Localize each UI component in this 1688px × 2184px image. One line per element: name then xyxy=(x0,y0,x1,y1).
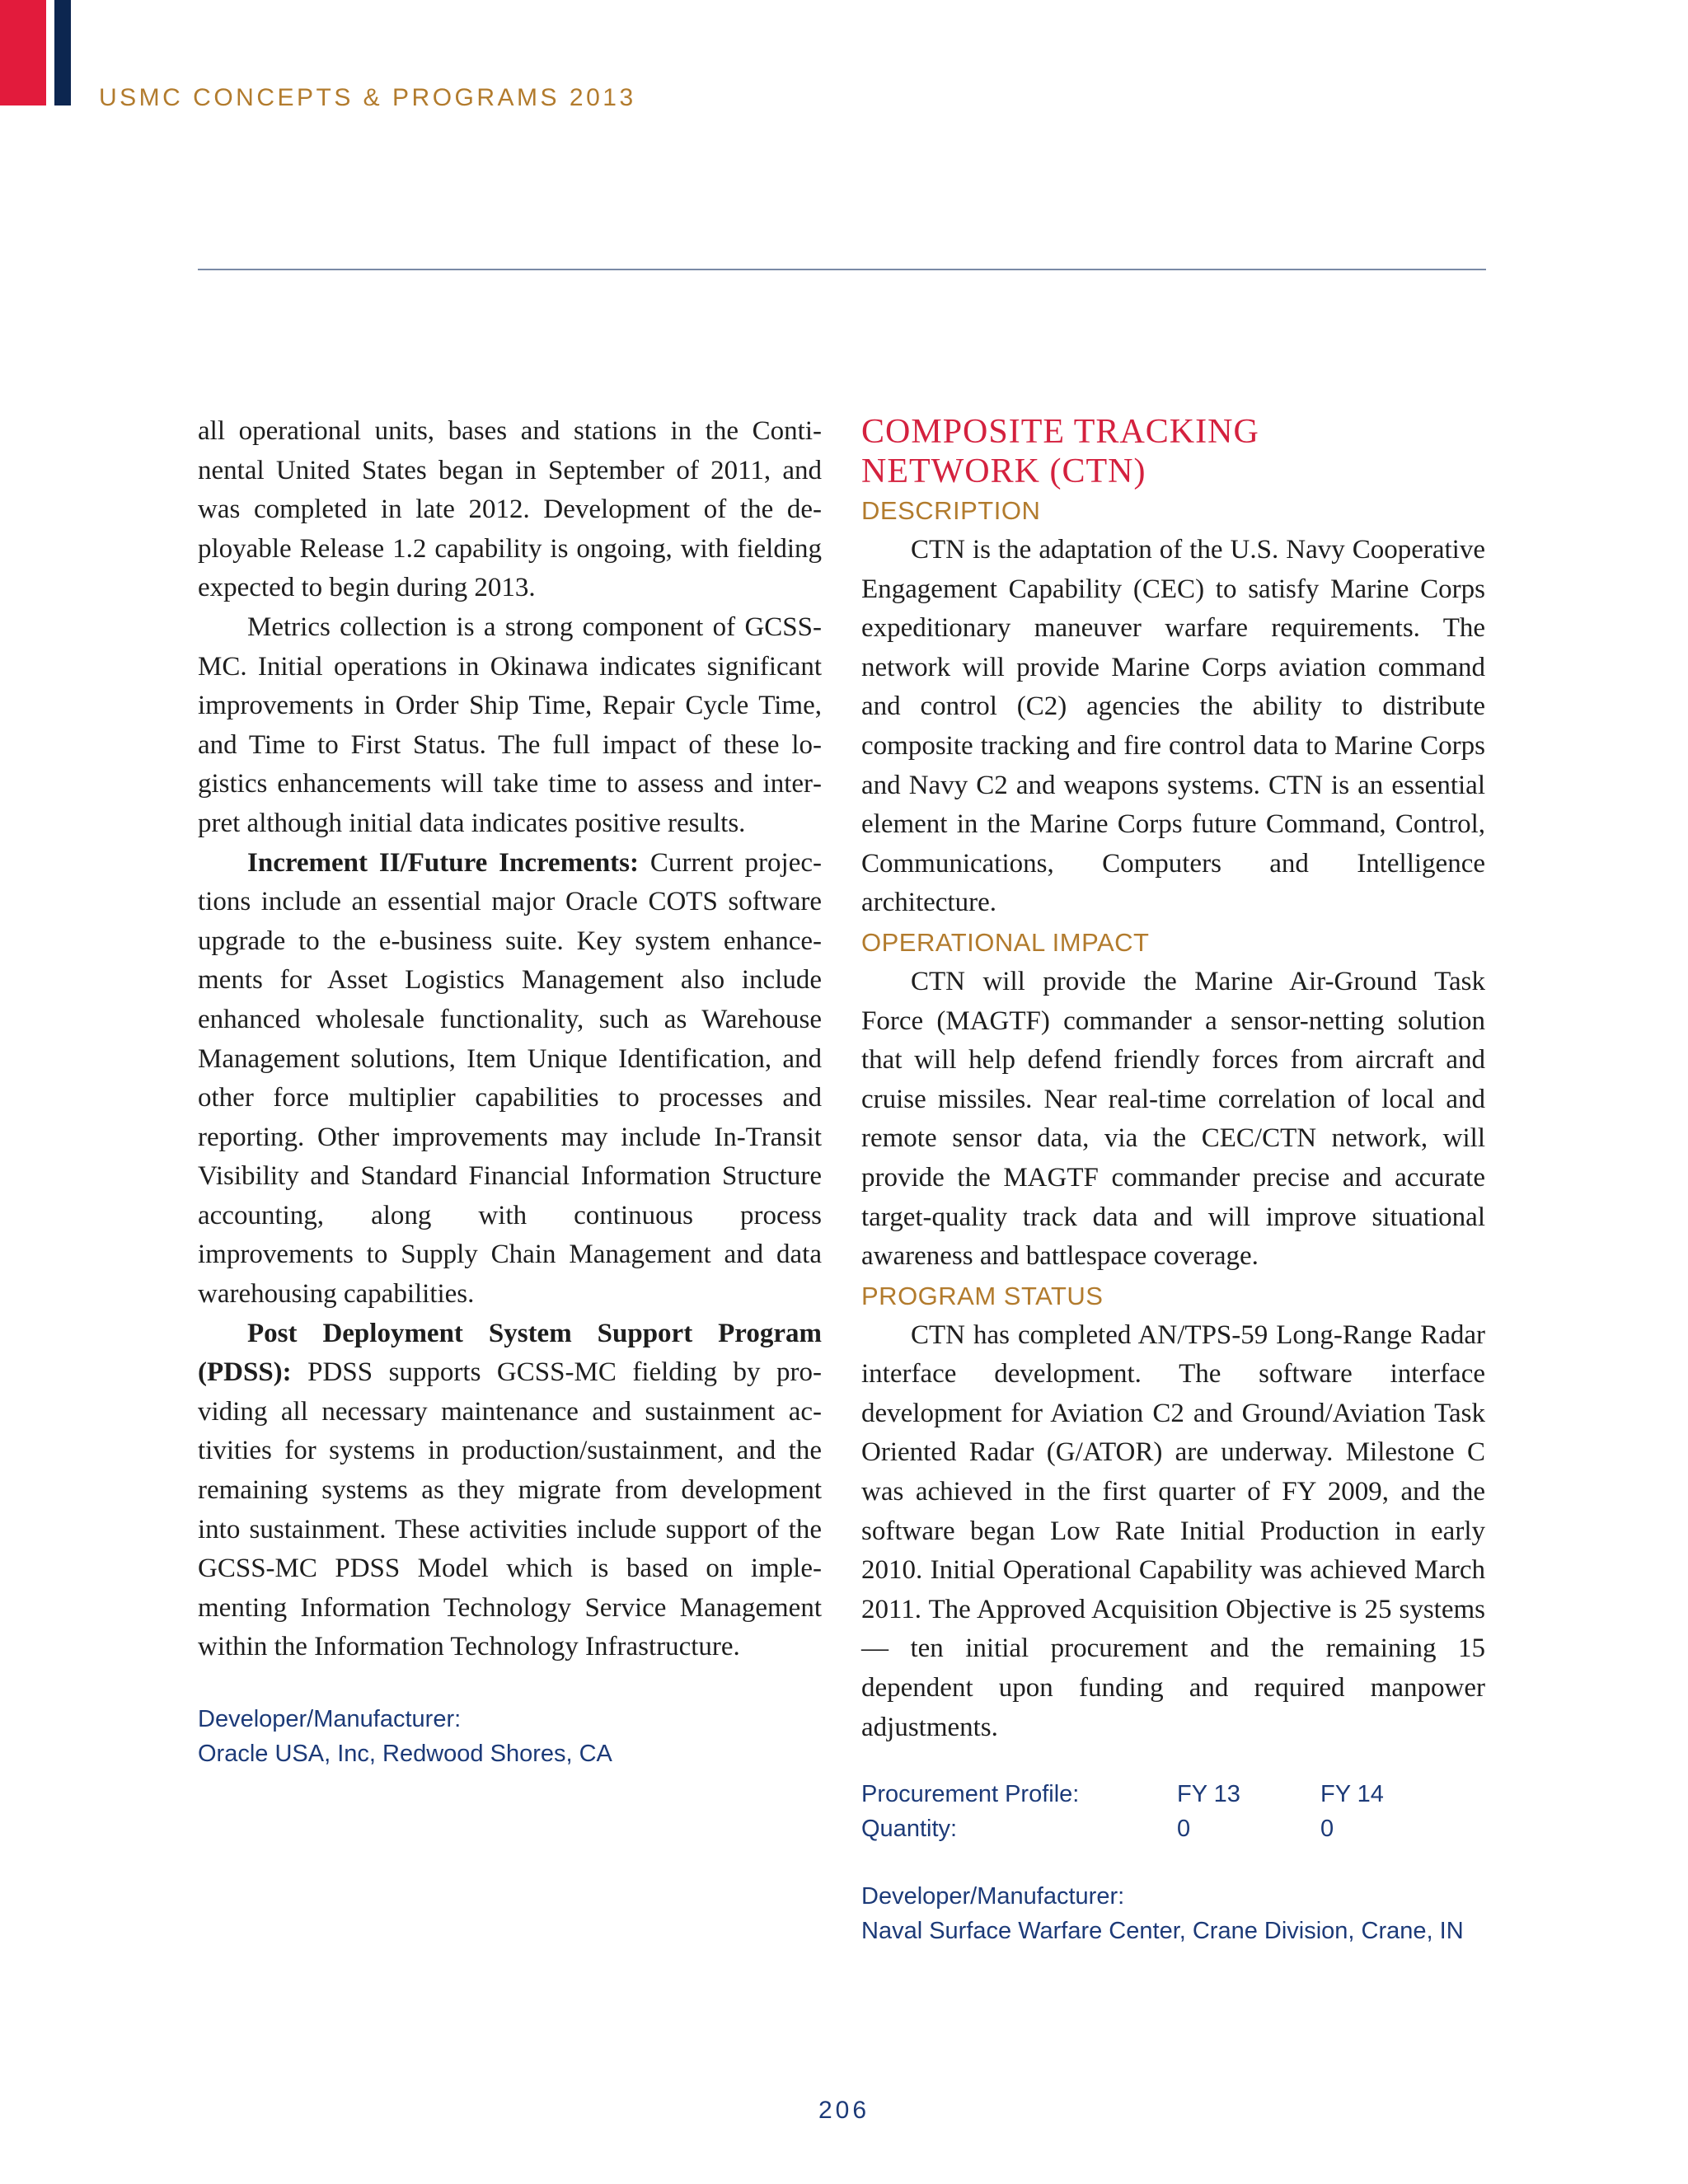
program-title-line1: COMPOSITE TRACKING xyxy=(861,413,1259,451)
quantity-label: Quantity: xyxy=(861,1816,958,1843)
increment-lead: Increment II/Future Increments: xyxy=(247,847,639,878)
procurement-quantity-row xyxy=(861,1811,1485,1846)
developer-label: Developer/Manufacturer: xyxy=(198,1706,462,1732)
fy14-quantity: 0 xyxy=(1320,1816,1334,1843)
left-column xyxy=(198,412,822,1771)
pdss-paragraph xyxy=(198,1315,822,1667)
description-heading: DESCRIPTION xyxy=(861,496,1041,525)
impact-heading: OPERATIONAL IMPACT xyxy=(861,927,1150,957)
developer-label: Developer/Manufacturer: xyxy=(861,1883,1125,1910)
header-rule xyxy=(198,269,1486,270)
red-accent-bar xyxy=(0,0,46,105)
procurement-table xyxy=(861,1777,1485,1846)
body-paragraph: all operational units, bases and stations in the Continental United States began in September of 2011, and was completed in late 2012. Development of the deployable Release 1.2 capability is ongoing, with fielding expected to begin during 2013. xyxy=(198,416,822,603)
fy13-header: FY 13 xyxy=(1177,1781,1240,1808)
pdss-lead: Post Deployment System Support Program (PDSS): xyxy=(198,1318,822,1388)
page-number: 206 xyxy=(818,2097,870,2124)
procurement-header-row xyxy=(861,1777,1485,1811)
program-title-line2: NETWORK (CTN) xyxy=(861,452,1146,490)
developer-block xyxy=(198,1702,822,1771)
running-head: USMC CONCEPTS & PROGRAMS 2013 xyxy=(99,84,636,111)
developer-block xyxy=(861,1879,1485,1948)
fy13-quantity: 0 xyxy=(1177,1816,1191,1843)
body-paragraph: Metrics collection is a strong component of GCSS-MC. Initial operations in Okinawa indicates significant improvements in Order Ship Time, Repair Cycle Time, and Time to First Status. The full impact of these logistics enhancements will take time to assess and interpret although initial data indicates positive results. xyxy=(198,612,822,838)
pdss-text: PDSS supports GCSS-MC fielding by providing all necessary maintenance and sustainment activities for systems in production/sustainment, and the remaining systems as they migrate from development into sustainment. These activities include support of the GCSS-MC PDSS Model which is based on implementing Information Technology Service Management within the Information Technology Infrastructure. xyxy=(198,1357,822,1662)
status-heading: PROGRAM STATUS xyxy=(861,1281,1104,1310)
impact-text: CTN will provide the Marine Air-Ground Task Force (MAGTF) commander a sensor-netting solution that will help defend friendly forces from aircraft and cruise missiles. Near real-time correlation of local and remote sensor data, via the CEC/CTN network, will provide the MAGTF commander precise and accurate target-quality track data and will improve situational awareness and battlespace coverage. xyxy=(861,966,1485,1272)
fy14-header: FY 14 xyxy=(1320,1781,1384,1808)
developer-value: Oracle USA, Inc, Redwood Shores, CA xyxy=(198,1741,612,1767)
developer-value: Naval Surface Warfare Center, Crane Division, Crane, IN xyxy=(861,1918,1464,1945)
procurement-profile-label: Procurement Profile: xyxy=(861,1781,1080,1808)
description-text: CTN is the adaptation of the U.S. Navy Cooperative Engagement Capability (CEC) to satisfy Marine Corps expeditionary maneuver warfare requirements. The network will provide Marine Corps aviation command and control (C2) agencies the ability to distribute composite tracking and fire control data to Marine Corps and Navy C2 and weapons systems. CTN is an essential element in the Marine Corps future Command, Control, Communications, Computers and Intelligence architecture. xyxy=(861,535,1485,918)
increment-text: Current projections include an essential major Oracle COTS software upgrade to the e-business suite. Key system enhancements for Asset Logistics Management also include enhanced wholesale functionality, such as Warehouse Management solutions, Item Unique Identification, and other force multiplier capabilities to processes and reporting. Other improvements may include In-Transit Visibility and Standard Financial Information Structure accounting, along with continuous process improvements to Supply Chain Management and data warehousing capabilities. xyxy=(198,847,822,1310)
program-title xyxy=(861,412,1485,491)
blue-accent-bar xyxy=(54,0,71,105)
right-column xyxy=(861,412,1485,1948)
increment-paragraph xyxy=(198,844,822,1315)
status-text: CTN has completed AN/TPS-59 Long-Range Radar interface development. The software interface development for Aviation C2 and Ground/Aviation Task Oriented Radar (G/ATOR) are underway. Milestone C was achieved in the first quarter of FY 2009, and the software began Low Rate Initial Production in early 2010. Initial Operational Capability was achieved March 2011. The Approved Acquisition Objective is 25 systems — ten initial procurement and the remaining 15 dependent upon funding and required manpower adjustments. xyxy=(861,1319,1485,1742)
